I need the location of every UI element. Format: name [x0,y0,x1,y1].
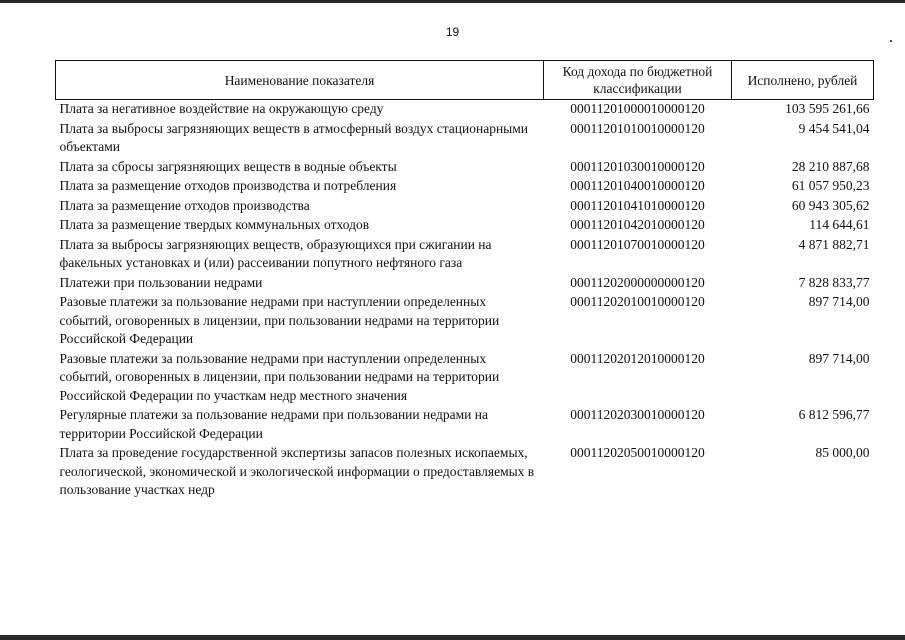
indicator-name: Плата за выбросы загрязняющих веществ, образующихся при сжигании на факельных установках и (или) рассеивании попутного нефтяного газа [59,236,492,270]
budget-code: 00011201010010000120 [570,120,705,136]
executed-amount: 103 595 261,66 [785,101,870,116]
page-number: 19 [445,25,460,39]
indicator-name: Плата за выбросы загрязняющих веществ в атмосферный воздух стационарными объектами [59,120,529,154]
indicator-name: Регулярные платежи за пользование недрами при пользовании недрами на территории Российской Федерации [59,407,488,441]
scan-edge-bottom [0,635,905,640]
executed-amount: 114 644,61 [809,217,870,232]
header-amount: Исполнено, рублей [732,61,874,100]
table-body [56,100,874,501]
executed-amount: 4 871 882,71 [798,236,870,252]
indicator-name: Разовые платежи за пользование недрами при наступлении определенных событий, оговоренных в лицензии, при пользовании недрами на территории Российской Федерации по участкам недр местного значения [59,350,500,403]
budget-code: 00011201040010000120 [570,178,705,193]
executed-amount: 7 828 833,77 [798,274,870,290]
table-row [56,197,874,217]
table-row [56,274,874,294]
table-row [56,293,874,350]
indicator-name: Разовые платежи за пользование недрами при наступлении определенных событий, оговоренных в лицензии, при пользовании недрами на территории Российской Федерации [59,294,500,346]
indicator-name: Плата за размещение отходов производства [59,197,310,213]
executed-amount: 28 210 887,68 [791,158,870,174]
header-code: Код дохода по бюджетной классификации [544,61,732,100]
executed-amount: 85 000,00 [815,445,870,460]
table-row [56,158,874,178]
scan-speck [890,40,892,42]
table-row [56,236,874,274]
table-row [56,120,874,158]
executed-amount: 897 714,00 [808,350,870,366]
indicator-name: Платежи при пользовании недрами [59,274,263,290]
table-row [56,177,874,197]
budget-revenue-table [55,60,874,501]
indicator-name: Плата за негативное воздействие на окружающую среду [59,101,384,116]
budget-code: 00011202030010000120 [570,407,705,422]
executed-amount: 9 454 541,04 [798,120,870,136]
budget-code: 00011202050010000120 [570,445,705,460]
scan-edge-top [0,0,905,3]
table-row [56,406,874,444]
indicator-name: Плата за размещение отходов производства и потребления [59,178,397,193]
budget-code: 00011201070010000120 [570,236,705,252]
indicator-name: Плата за сбросы загрязняющих веществ в водные объекты [59,158,397,174]
budget-code: 00011202000000000120 [570,274,705,290]
table-row [56,100,874,120]
executed-amount: 61 057 950,23 [791,178,870,193]
budget-code: 00011201041010000120 [570,197,705,213]
table-header [56,61,874,100]
budget-code: 00011202012010000120 [570,350,705,366]
table-row [56,216,874,236]
executed-amount: 6 812 596,77 [798,407,870,422]
table-row [56,444,874,501]
executed-amount: 60 943 305,62 [791,197,870,213]
executed-amount: 897 714,00 [808,294,870,309]
budget-code: 00011201030010000120 [570,158,705,174]
budget-code: 00011201000010000120 [570,101,705,116]
indicator-name: Плата за размещение твердых коммунальных отходов [59,217,370,232]
budget-code: 00011202010010000120 [570,294,705,309]
header-row [56,61,874,100]
header-name: Наименование показателя [56,61,544,100]
budget-code: 00011201042010000120 [570,217,705,232]
indicator-name: Плата за проведение государственной экспертизы запасов полезных ископаемых, геологической, экономической и экологической информации о предоставляемых в пользование участках недр [59,445,535,497]
table-row [56,350,874,407]
